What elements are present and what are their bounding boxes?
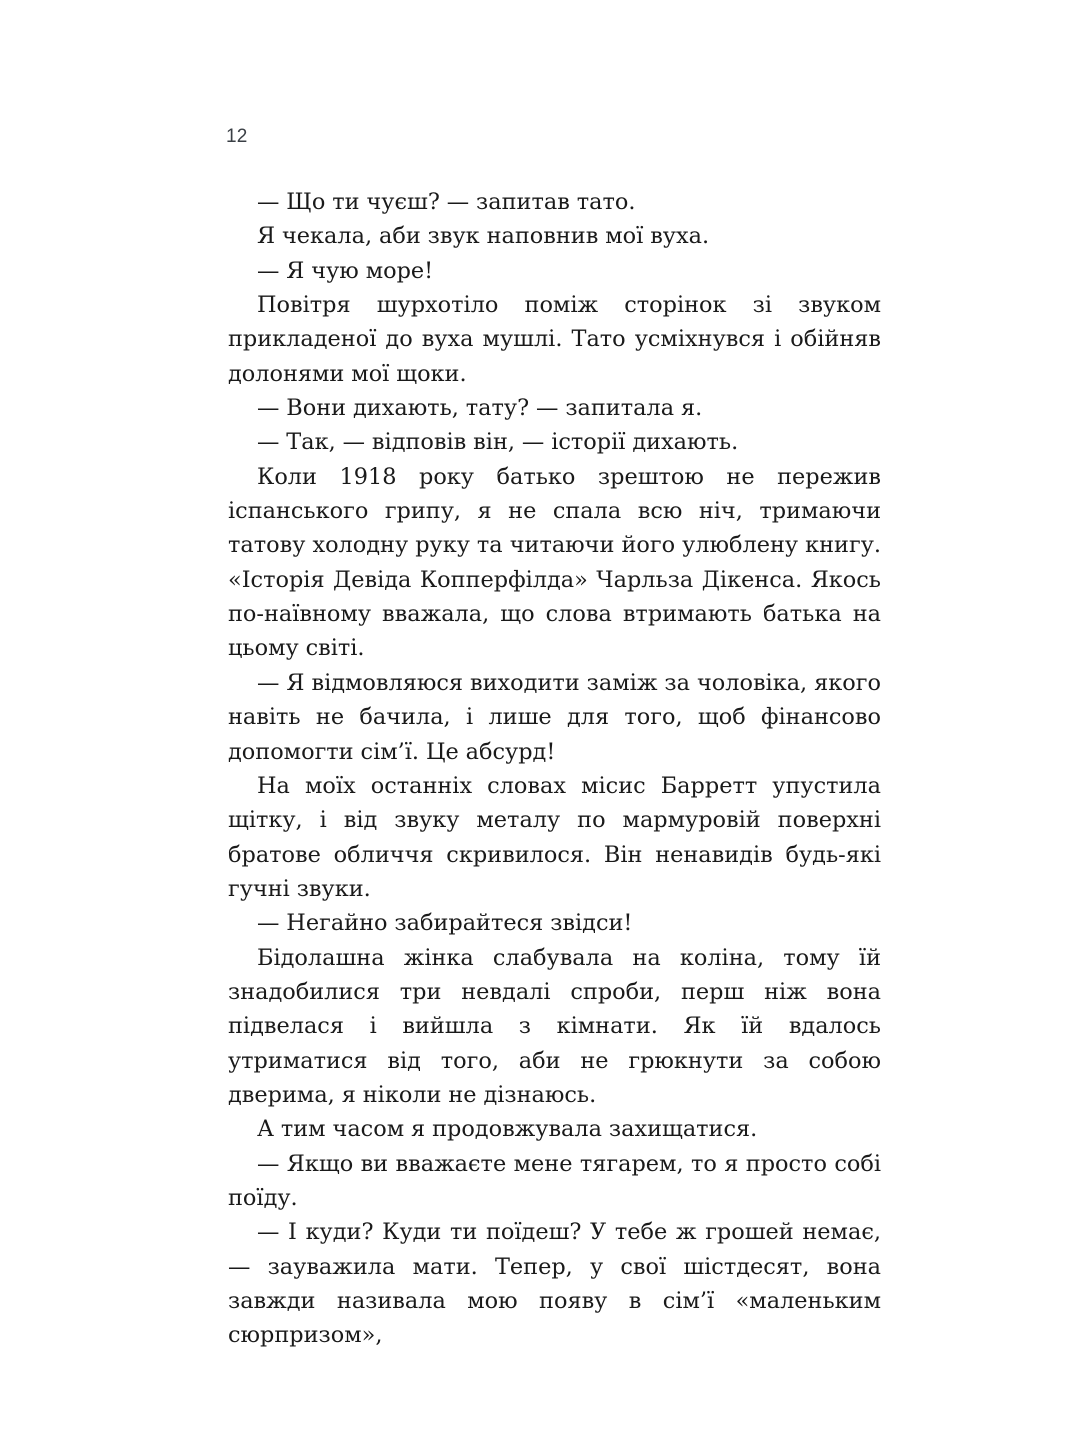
paragraph: А тим часом я продовжувала захищатися. [257, 1116, 758, 1143]
paragraph: — Якщо ви вважаєте мене тягарем, то я просто собі поїду. [228, 1150, 881, 1211]
paragraph: — Вони дихають, тату? — запитала я. [257, 395, 703, 422]
paragraph: — Так, — відповів він, — історії дихають. [257, 429, 739, 456]
paragraph: Повітря шурхотіло поміж сторінок зі звуком прикладеної до вуха мушлі. Тато усміхнувся і обійняв долонями мої щоки. [228, 292, 881, 387]
paragraph: — Я чую море! [257, 257, 434, 284]
page-number: 12 [226, 126, 248, 147]
paragraph: — Що ти чуєш? — запитав тато. [257, 189, 636, 215]
paragraph: — І куди? Куди ти поїдеш? У тебе ж грошей немає, — зауважила мати. Тепер, у свої шістдесят, вона завжди називала мою появу в сім’ї «маленьким сюрпризом», [228, 1219, 881, 1349]
paragraph: — Я відмовляюся виходити заміж за чоловіка, якого навіть не бачила, і лише для того, щоб фінансово допомогти сім’ї. Це абсурд! [228, 669, 881, 765]
body-text-column [228, 185, 881, 1353]
paragraph: На моїх останніх словах місис Барретт упустила щітку, і від звуку металу по мармуровій поверхні братове обличчя скривилося. Він ненавидів будь-які гучні звуки. [228, 772, 881, 902]
paragraph: — Негайно забирайтеся звідси! [257, 910, 633, 937]
paragraph: Я чекала, аби звук наповнив мої вуха. [257, 223, 710, 250]
paragraph: Коли 1918 року батько зрештою не пережив іспанського грипу, я не спала всю ніч, тримаючи татову холодну руку та читаючи його улюблену книгу. «Історія Девіда Копперфілда» Чарльза Дікенса. Якось по-наївному вважала, що слова втримають батька на цьому світі. [228, 463, 881, 662]
paragraph: Бідолашна жінка слабувала на коліна, тому їй знадобилися три невдалі спроби, перш ніж вона підвелася і вийшла з кімнати. Як їй вдалось утриматися від того, аби не грюкнути за собою дверима, я ніколи не дізнаюсь. [228, 944, 881, 1108]
